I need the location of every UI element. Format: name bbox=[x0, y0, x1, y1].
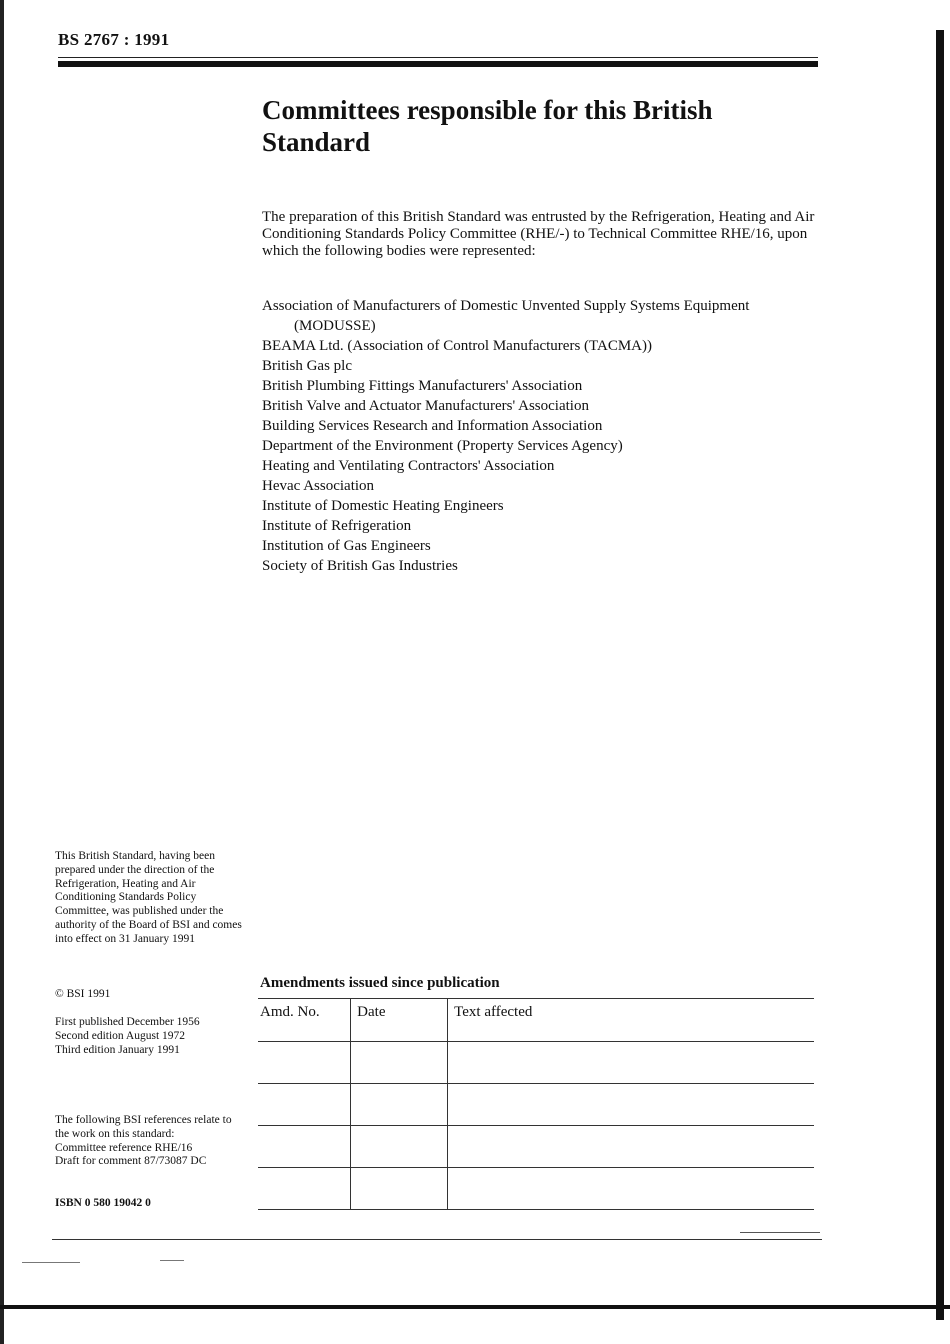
draft-reference: Draft for comment 87/73087 DC bbox=[55, 1155, 207, 1168]
header-rule-thin bbox=[58, 57, 818, 58]
list-item: Institution of Gas Engineers bbox=[262, 538, 431, 554]
list-item: British Plumbing Fittings Manufacturers' Association bbox=[262, 378, 583, 394]
table-row bbox=[258, 1084, 814, 1126]
edition-line: Second edition August 1972 bbox=[55, 1029, 186, 1042]
header-rule-thick bbox=[58, 61, 818, 67]
references-intro: The following BSI references relate to the work on this standard: bbox=[55, 1114, 232, 1140]
document-reference: BS 2767 : 1991 bbox=[58, 30, 170, 49]
list-item: Department of the Environment (Property Services Agency) bbox=[262, 438, 623, 454]
page-right-edge bbox=[936, 30, 944, 1320]
page-title: Committees responsible for this British Standard bbox=[262, 95, 713, 157]
list-item: Heating and Ventilating Contractors' Association bbox=[262, 458, 555, 474]
committee-reference: Committee reference RHE/16 bbox=[55, 1141, 193, 1154]
bsi-references bbox=[55, 1114, 245, 1169]
list-item: Society of British Gas Industries bbox=[262, 558, 458, 574]
page-left-edge bbox=[0, 0, 4, 1344]
page-bottom-edge bbox=[0, 1305, 950, 1309]
edition-line: First published December 1956 bbox=[55, 1016, 200, 1028]
intro-paragraph: The preparation of this British Standard was entrusted by the Refrigeration, Heating and Air Conditioning Standards Policy Committee (RHE/-) to Technical Committee RHE/16, upon which the following bodies were represented: bbox=[262, 209, 815, 259]
column-header-text-affected: Text affected bbox=[448, 999, 814, 1042]
publication-note: This British Standard, having been prepared under the direction of the Refrigeration, Heating and Air Conditioning Standards Policy Committee, was published under the authority of the Board of BSI and comes into effect on 31 January 1991 bbox=[55, 850, 242, 945]
isbn: ISBN 0 580 19042 0 bbox=[55, 1197, 151, 1209]
list-item: British Gas plc bbox=[262, 358, 352, 374]
amendments-table bbox=[258, 998, 814, 1210]
list-item: Institute of Refrigeration bbox=[262, 518, 412, 534]
list-item: Association of Manufacturers of Domestic Unvented Supply Systems Equipment (MODUSSE) bbox=[262, 298, 750, 334]
list-item: Hevac Association bbox=[262, 478, 375, 494]
copyright-notice: © BSI 1991 bbox=[55, 988, 111, 1000]
list-item: British Valve and Actuator Manufacturers' Association bbox=[262, 398, 589, 414]
scan-mark bbox=[22, 1262, 80, 1263]
list-item: BEAMA Ltd. (Association of Control Manufacturers (TACMA)) bbox=[262, 338, 652, 354]
list-item: Building Services Research and Information Association bbox=[262, 418, 603, 434]
table-header-row bbox=[258, 999, 814, 1042]
footer-rule bbox=[52, 1239, 822, 1240]
column-header-date: Date bbox=[351, 999, 448, 1042]
list-item: Institute of Domestic Heating Engineers bbox=[262, 498, 504, 514]
table-row bbox=[258, 1042, 814, 1084]
scan-mark bbox=[160, 1260, 184, 1261]
represented-bodies-list bbox=[262, 296, 822, 576]
footer-rule-mark bbox=[740, 1232, 820, 1233]
column-header-amd-no: Amd. No. bbox=[258, 999, 351, 1042]
table-row bbox=[258, 1126, 814, 1168]
edition-history bbox=[55, 1016, 245, 1057]
edition-line: Third edition January 1991 bbox=[55, 1043, 180, 1056]
table-row bbox=[258, 1168, 814, 1210]
amendments-title: Amendments issued since publication bbox=[260, 975, 500, 991]
